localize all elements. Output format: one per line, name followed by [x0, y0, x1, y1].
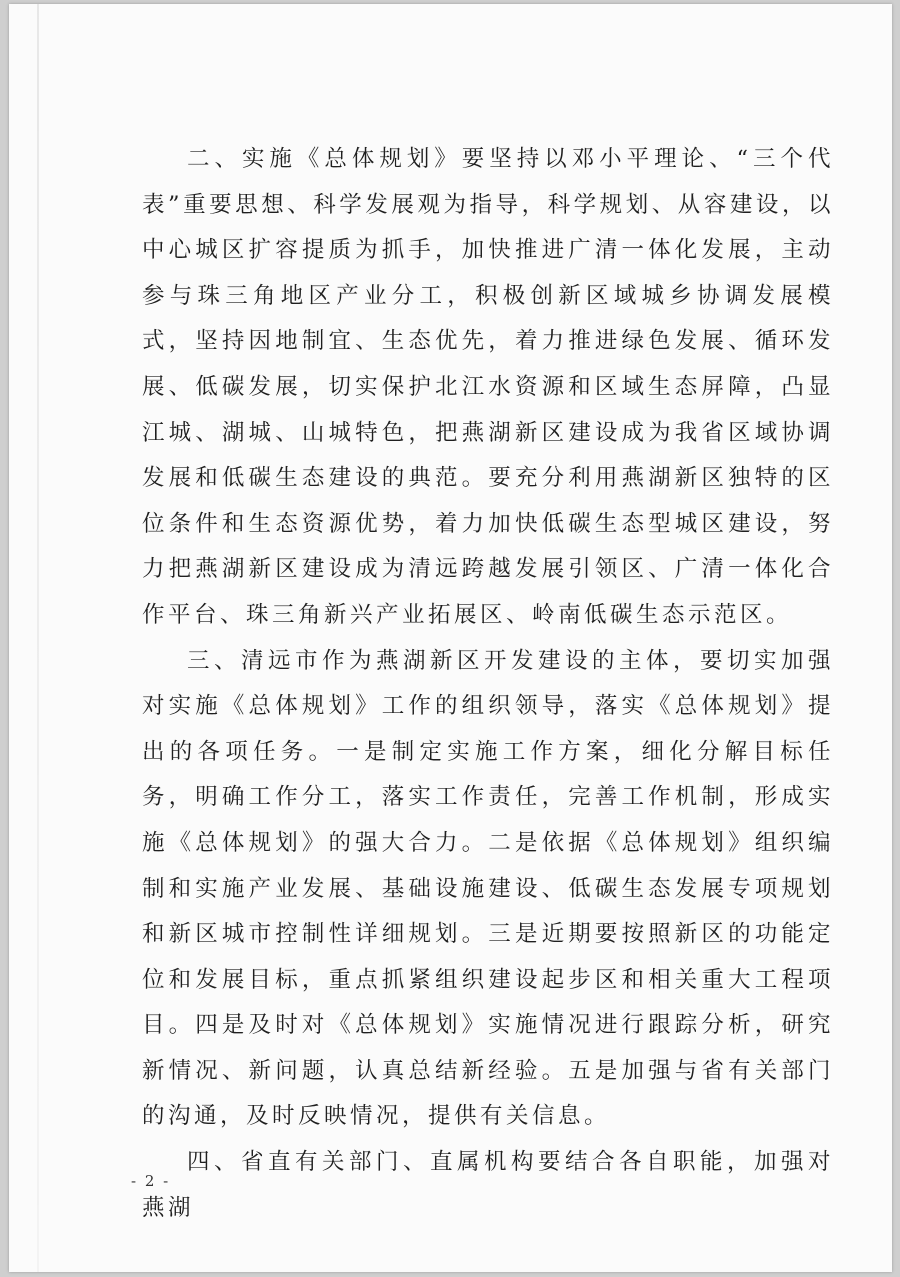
- paragraph-3: 三、清远市作为燕湖新区开发建设的主体，要切实加强对实施《总体规划》工作的组织领导，落实《总体规划》提出的各项任务。一是制定实施工作方案，细化分解目标任务，明确工作分工，落实工作责任，完善工作机制，形成实施《总体规划》的强大合力。二是依据《总体规划》组织编制和实施产业发展、基础设施建设、低碳生态发展专项规划和新区城市控制性详细规划。三是近期要按照新区的功能定位和发展目标，重点抓紧组织建设起步区和相关重大工程项目。四是及时对《总体规划》实施情况进行跟踪分析，研究新情况、新问题，认真总结新经验。五是加强与省有关部门的沟通，及时反映情况，提供有关信息。: [142, 647, 834, 1130]
- paragraph-4: 四、省直有关部门、直属机构要结合各自职能，加强对燕湖: [142, 1149, 834, 1221]
- paragraph-2: 二、实施《总体规划》要坚持以邓小平理论、“三个代表”重要思想、科学发展观为指导，科学规划、从容建设，以中心城区扩容提质为抓手，加快推进广清一体化发展，主动参与珠三角地区产业分工，积极创新区域城乡协调发展模式，坚持因地制宜、生态优先，着力推进绿色发展、循环发展、低碳发展，切实保护北江水资源和区域生态屏障，凸显江城、湖城、山城特色，把燕湖新区建设成为我省区域协调发展和低碳生态建设的典范。要充分利用燕湖新区独特的区位条件和生态资源优势，着力加快低碳生态型城区建设，努力把燕湖新区建设成为清远跨越发展引领区、广清一体化合作平台、珠三角新兴产业拓展区、岭南低碳生态示范区。: [142, 146, 834, 628]
- document-page: [9, 4, 892, 1272]
- body-text: [142, 137, 834, 1231]
- scan-shadow-line: [37, 4, 39, 1272]
- page-number: - 2 -: [131, 1172, 171, 1190]
